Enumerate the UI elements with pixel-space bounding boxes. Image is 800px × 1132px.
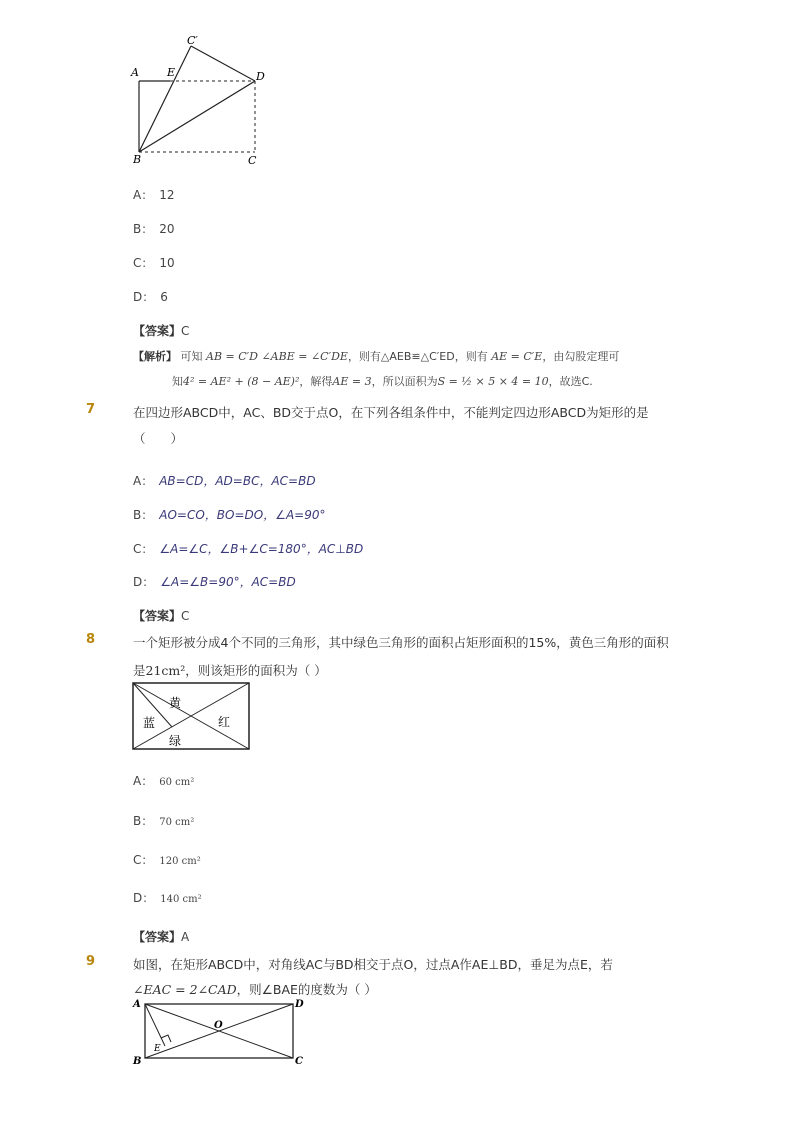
expl-text: 知: [172, 375, 183, 388]
q7-option-a[interactable]: [133, 472, 316, 489]
answer-tag: 【答案】: [133, 930, 182, 944]
q7-text-line1: 在四边形ABCD中，AC、BD交于点O，在下列各组条件中，不能判定四边形ABCD为矩形的是: [133, 405, 649, 420]
q7-option-c[interactable]: [133, 540, 363, 557]
fig6-label-E: E: [167, 66, 176, 79]
fig9-label-C: C: [295, 1056, 303, 1067]
option-value: ∠A=∠B=90°，AC=BD: [160, 575, 296, 589]
figure-q6: [125, 32, 275, 172]
figure-q8: [132, 682, 252, 752]
expl-text: ，则有△AEB≌△C′ED，则有: [347, 350, 488, 363]
fig9-label-D: D: [295, 999, 304, 1010]
fig6-label-B: B: [133, 153, 142, 166]
answer-value: C: [181, 324, 190, 338]
answer-value: A: [181, 930, 190, 944]
expl-math: AB = C′D ∠ABE = ∠C′DE: [206, 350, 348, 363]
q6-option-d[interactable]: [133, 288, 168, 305]
option-letter: C：: [133, 853, 154, 867]
fig6-label-A: A: [131, 66, 139, 79]
expl-math: AE = C′E: [491, 350, 543, 363]
option-value: 60 cm²: [159, 777, 195, 788]
fig8-label-red: 红: [218, 715, 231, 729]
q6-option-c[interactable]: [133, 254, 175, 271]
option-value: AB=CD，AD=BC，AC=BD: [159, 474, 316, 488]
option-value: 12: [159, 188, 175, 202]
q8-option-a[interactable]: [133, 772, 194, 789]
fig9-label-A: A: [133, 999, 141, 1010]
q7-option-b[interactable]: [133, 506, 325, 523]
q8-answer: [133, 928, 189, 945]
answer-tag: 【答案】: [133, 324, 182, 338]
q8-number: 8: [86, 632, 96, 647]
fig6-label-C: C: [248, 154, 257, 167]
expl-text: ，所以面积为: [371, 375, 438, 388]
expl-text: 可知: [180, 350, 203, 363]
fig8-label-green: 绿: [169, 734, 182, 748]
fig6-label-D: D: [256, 70, 265, 83]
option-letter: D：: [133, 891, 155, 905]
expl-text: ，解得: [299, 375, 333, 388]
fig8-label-blue: 蓝: [143, 716, 156, 730]
q7-text-line2: （ ）: [133, 431, 184, 446]
option-letter: A：: [133, 474, 154, 488]
q6-explanation-line1: [133, 348, 619, 364]
q7-number: 7: [86, 402, 96, 417]
option-value: 140 cm²: [160, 894, 202, 905]
q9-text-line1: 如图，在矩形ABCD中，对角线AC与BD相交于点O，过点A作AE⊥BD，垂足为点E，若: [133, 957, 613, 972]
q6-answer: [133, 322, 189, 339]
explanation-tag: 【解析】: [133, 350, 177, 363]
q7-option-d[interactable]: [133, 573, 296, 590]
fig9-label-E: E: [154, 1044, 161, 1054]
answer-value: C: [181, 609, 190, 623]
fig9-label-B: B: [133, 1056, 142, 1067]
q9-text-line2: [133, 980, 377, 998]
q8-option-b[interactable]: [133, 812, 194, 829]
option-letter: B：: [133, 814, 154, 828]
q8-text-line2: [133, 661, 327, 679]
q8-text-line1: 一个矩形被分成4个不同的三角形，其中绿色三角形的面积占矩形面积的15%，黄色三角形的面积: [133, 635, 669, 650]
expl-text: ，故选C.: [548, 375, 593, 388]
option-value: 20: [159, 222, 175, 236]
q9-text-part: ，则∠BAE的度数为（ ）: [236, 982, 377, 997]
option-letter: B：: [133, 508, 154, 522]
option-letter: D：: [133, 290, 155, 304]
fig8-label-yellow: 黄: [169, 696, 182, 710]
option-letter: D：: [133, 575, 155, 589]
option-value: AO=CO，BO=DO，∠A=90°: [159, 508, 326, 522]
option-value: ∠A=∠C，∠B+∠C=180°，AC⊥BD: [159, 542, 364, 556]
option-letter: C：: [133, 542, 154, 556]
q9-text-math: ∠EAC = 2∠CAD: [133, 982, 237, 997]
q8-option-c[interactable]: [133, 851, 201, 868]
expl-math: S = ½ × 5 × 4 = 10: [437, 375, 549, 388]
expl-math: AE = 3: [332, 375, 372, 388]
option-value: 70 cm²: [159, 817, 195, 828]
expl-text: ，由勾股定理可: [542, 350, 620, 363]
fig6-label-C-prime: C′: [187, 34, 198, 47]
option-value: 6: [160, 290, 168, 304]
q9-number: 9: [86, 954, 96, 969]
q6-explanation-line2: [172, 373, 593, 389]
expl-math: 4² = AE² + (8 − AE)²: [183, 375, 300, 388]
q7-answer: [133, 607, 189, 624]
q8-text-part: ，则该矩形的面积为（ ）: [185, 663, 327, 678]
option-value: 10: [159, 256, 175, 270]
q8-option-d[interactable]: [133, 889, 202, 906]
option-value: 120 cm²: [159, 856, 201, 867]
q8-text-part: 是: [133, 663, 146, 678]
option-letter: A：: [133, 774, 154, 788]
option-letter: A：: [133, 188, 154, 202]
option-letter: C：: [133, 256, 154, 270]
figure-q9: [130, 998, 310, 1070]
fig9-label-O: O: [214, 1020, 223, 1031]
q6-option-a[interactable]: [133, 186, 175, 203]
q8-text-math: 21cm²: [145, 663, 186, 678]
answer-tag: 【答案】: [133, 609, 182, 623]
option-letter: B：: [133, 222, 154, 236]
q6-option-b[interactable]: [133, 220, 175, 237]
